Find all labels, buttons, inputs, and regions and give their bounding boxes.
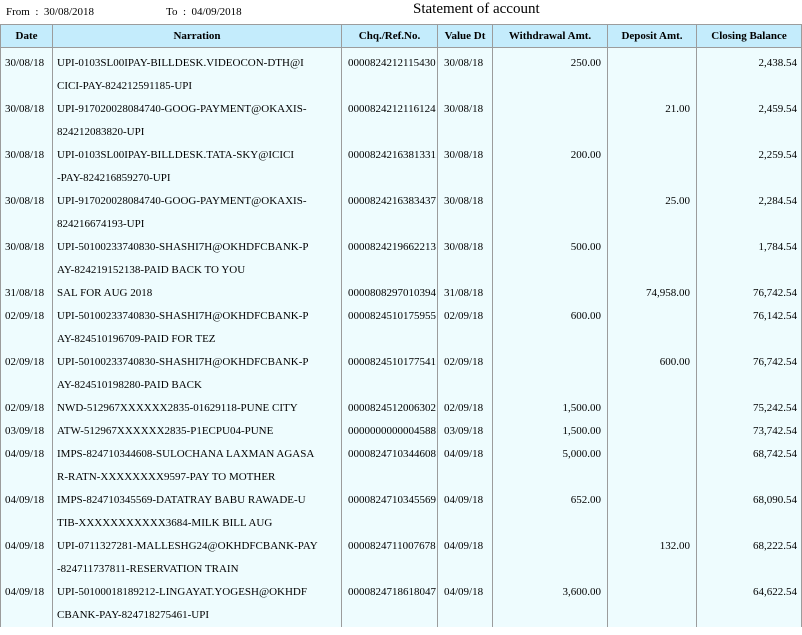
table-row (1, 236, 802, 282)
col-header-deposit: Deposit Amt. (608, 25, 697, 48)
row-withdrawal: 1,500.00 (493, 420, 608, 443)
row-deposit (608, 144, 697, 190)
row-ref-no: 0000824510177541 (342, 351, 438, 397)
row-withdrawal: 3,600.00 (493, 581, 608, 627)
row-value-date: 04/09/18 (438, 443, 493, 489)
narration-line: UPI-917020028084740-GOOG-PAYMENT@OKAXIS- (57, 103, 307, 115)
narration-line: NWD-512967XXXXXX2835-01629118-PUNE CITY (57, 402, 298, 414)
row-withdrawal (493, 190, 608, 236)
narration-line: UPI-0103SL00IPAY-BILLDESK.VIDEOCON-DTH@I (57, 57, 304, 69)
row-narration (53, 144, 342, 190)
row-ref-no: 0000824219662213 (342, 236, 438, 282)
row-deposit (608, 48, 697, 99)
row-deposit: 74,958.00 (608, 282, 697, 305)
table-row (1, 48, 802, 99)
row-value-date: 30/08/18 (438, 144, 493, 190)
narration-line: R-RATN-XXXXXXXX9597-PAY TO MOTHER (57, 471, 276, 483)
row-date: 30/08/18 (1, 98, 53, 144)
narration-line: TIB-XXXXXXXXXXX3684-MILK BILL AUG (57, 517, 273, 529)
row-value-date: 03/09/18 (438, 420, 493, 443)
table-row (1, 351, 802, 397)
row-closing-balance: 68,090.54 (697, 489, 802, 535)
row-deposit (608, 581, 697, 627)
col-header-date: Date (1, 25, 53, 48)
row-narration (53, 581, 342, 627)
row-date: 02/09/18 (1, 305, 53, 351)
narration-line: IMPS-824710344608-SULOCHANA LAXMAN AGASA (57, 448, 315, 460)
row-deposit: 25.00 (608, 190, 697, 236)
row-deposit (608, 236, 697, 282)
row-value-date: 31/08/18 (438, 282, 493, 305)
narration-line: UPI-50100233740830-SHASHI7H@OKHDFCBANK-P (57, 241, 309, 253)
narration-line: 824212083820-UPI (57, 126, 145, 138)
narration-line: SAL FOR AUG 2018 (57, 287, 153, 299)
col-header-value-date: Value Dt (438, 25, 493, 48)
row-withdrawal: 1,500.00 (493, 397, 608, 420)
row-withdrawal: 652.00 (493, 489, 608, 535)
row-withdrawal: 600.00 (493, 305, 608, 351)
to-label: To (166, 6, 178, 18)
row-date: 30/08/18 (1, 236, 53, 282)
row-narration (53, 397, 342, 420)
row-narration (53, 48, 342, 99)
row-date: 04/09/18 (1, 535, 53, 581)
row-withdrawal: 500.00 (493, 236, 608, 282)
col-header-ref: Chq./Ref.No. (342, 25, 438, 48)
row-withdrawal: 200.00 (493, 144, 608, 190)
row-date: 31/08/18 (1, 282, 53, 305)
table-row (1, 420, 802, 443)
table-row (1, 535, 802, 581)
row-deposit (608, 443, 697, 489)
row-value-date: 04/09/18 (438, 581, 493, 627)
row-closing-balance: 2,438.54 (697, 48, 802, 99)
row-date: 30/08/18 (1, 144, 53, 190)
row-date: 30/08/18 (1, 48, 53, 99)
narration-line: UPI-917020028084740-GOOG-PAYMENT@OKAXIS- (57, 195, 307, 207)
row-date: 02/09/18 (1, 351, 53, 397)
row-deposit (608, 420, 697, 443)
row-value-date: 30/08/18 (438, 236, 493, 282)
narration-line: IMPS-824710345569-DATATRAY BABU RAWADE-U (57, 494, 306, 506)
from-date-label: From : 30/08/2018 (6, 6, 95, 18)
row-ref-no: 0000824510175955 (342, 305, 438, 351)
row-narration (53, 489, 342, 535)
transactions-table (0, 24, 802, 627)
to-date-label: To : 04/09/2018 (166, 6, 242, 18)
row-closing-balance: 2,259.54 (697, 144, 802, 190)
table-header-row (1, 25, 802, 48)
row-deposit: 600.00 (608, 351, 697, 397)
col-header-balance: Closing Balance (697, 25, 802, 48)
row-narration (53, 98, 342, 144)
row-narration (53, 351, 342, 397)
row-ref-no: 0000808297010394 (342, 282, 438, 305)
table-row (1, 98, 802, 144)
row-date: 04/09/18 (1, 489, 53, 535)
row-value-date: 30/08/18 (438, 98, 493, 144)
row-withdrawal (493, 351, 608, 397)
row-value-date: 30/08/18 (438, 48, 493, 99)
row-narration (53, 190, 342, 236)
narration-line: ATW-512967XXXXXX2835-P1ECPU04-PUNE (57, 425, 274, 437)
row-deposit (608, 397, 697, 420)
row-closing-balance: 76,742.54 (697, 282, 802, 305)
narration-line: -PAY-824216859270-UPI (57, 172, 171, 184)
narration-line: AY-824510196709-PAID FOR TEZ (57, 333, 216, 345)
row-closing-balance: 2,284.54 (697, 190, 802, 236)
row-ref-no: 0000824710344608 (342, 443, 438, 489)
narration-line: CICI-PAY-824212591185-UPI (57, 80, 193, 92)
row-ref-no: 0000824711007678 (342, 535, 438, 581)
row-closing-balance: 76,142.54 (697, 305, 802, 351)
row-narration (53, 443, 342, 489)
row-value-date: 02/09/18 (438, 351, 493, 397)
table-row (1, 305, 802, 351)
table-row (1, 489, 802, 535)
row-closing-balance: 68,222.54 (697, 535, 802, 581)
row-narration (53, 535, 342, 581)
row-closing-balance: 76,742.54 (697, 351, 802, 397)
row-date: 04/09/18 (1, 581, 53, 627)
table-row (1, 190, 802, 236)
row-date: 04/09/18 (1, 443, 53, 489)
table-row (1, 581, 802, 627)
row-closing-balance: 73,742.54 (697, 420, 802, 443)
row-ref-no: 0000824212116124 (342, 98, 438, 144)
row-value-date: 02/09/18 (438, 305, 493, 351)
col-header-withdrawal: Withdrawal Amt. (493, 25, 608, 48)
row-ref-no: 0000824512006302 (342, 397, 438, 420)
row-closing-balance: 2,459.54 (697, 98, 802, 144)
row-withdrawal (493, 535, 608, 581)
row-closing-balance: 75,242.54 (697, 397, 802, 420)
narration-line: UPI-0103SL00IPAY-BILLDESK.TATA-SKY@ICICI (57, 149, 295, 161)
row-ref-no: 0000824718618047 (342, 581, 438, 627)
row-value-date: 02/09/18 (438, 397, 493, 420)
page-title: Statement of account (413, 1, 540, 17)
row-withdrawal (493, 98, 608, 144)
narration-line: UPI-50100233740830-SHASHI7H@OKHDFCBANK-P (57, 356, 309, 368)
row-withdrawal: 250.00 (493, 48, 608, 99)
row-closing-balance: 1,784.54 (697, 236, 802, 282)
narration-line: CBANK-PAY-824718275461-UPI (57, 609, 209, 621)
table-row (1, 282, 802, 305)
row-ref-no: 0000000000004588 (342, 420, 438, 443)
narration-line: AY-824219152138-PAID BACK TO YOU (57, 264, 246, 276)
row-narration (53, 420, 342, 443)
row-ref-no: 0000824710345569 (342, 489, 438, 535)
row-date: 02/09/18 (1, 397, 53, 420)
row-value-date: 04/09/18 (438, 535, 493, 581)
col-header-narration: Narration (53, 25, 342, 48)
table-row (1, 443, 802, 489)
from-label: From (6, 6, 30, 18)
to-date: 04/09/2018 (191, 6, 242, 18)
narration-line: UPI-50100233740830-SHASHI7H@OKHDFCBANK-P (57, 310, 309, 322)
narration-line: -824711737811-RESERVATION TRAIN (57, 563, 239, 575)
row-withdrawal: 5,000.00 (493, 443, 608, 489)
row-ref-no: 0000824212115430 (342, 48, 438, 99)
row-deposit: 132.00 (608, 535, 697, 581)
row-narration (53, 305, 342, 351)
narration-line: AY-824510198280-PAID BACK (57, 379, 202, 391)
table-row (1, 397, 802, 420)
row-date: 03/09/18 (1, 420, 53, 443)
table-row (1, 144, 802, 190)
statement-header (0, 0, 802, 24)
row-narration (53, 236, 342, 282)
row-closing-balance: 68,742.54 (697, 443, 802, 489)
narration-line: 824216674193-UPI (57, 218, 145, 230)
row-withdrawal (493, 282, 608, 305)
row-ref-no: 0000824216381331 (342, 144, 438, 190)
row-deposit (608, 305, 697, 351)
from-date: 30/08/2018 (43, 6, 95, 18)
transactions-body (1, 48, 802, 628)
row-date: 30/08/18 (1, 190, 53, 236)
row-value-date: 04/09/18 (438, 489, 493, 535)
row-deposit (608, 489, 697, 535)
row-closing-balance: 64,622.54 (697, 581, 802, 627)
row-value-date: 30/08/18 (438, 190, 493, 236)
row-ref-no: 0000824216383437 (342, 190, 438, 236)
narration-line: UPI-50100018189212-LINGAYAT.YOGESH@OKHDF (57, 586, 307, 598)
narration-line: UPI-0711327281-MALLESHG24@OKHDFCBANK-PAY (57, 540, 318, 552)
row-deposit: 21.00 (608, 98, 697, 144)
row-narration (53, 282, 342, 305)
